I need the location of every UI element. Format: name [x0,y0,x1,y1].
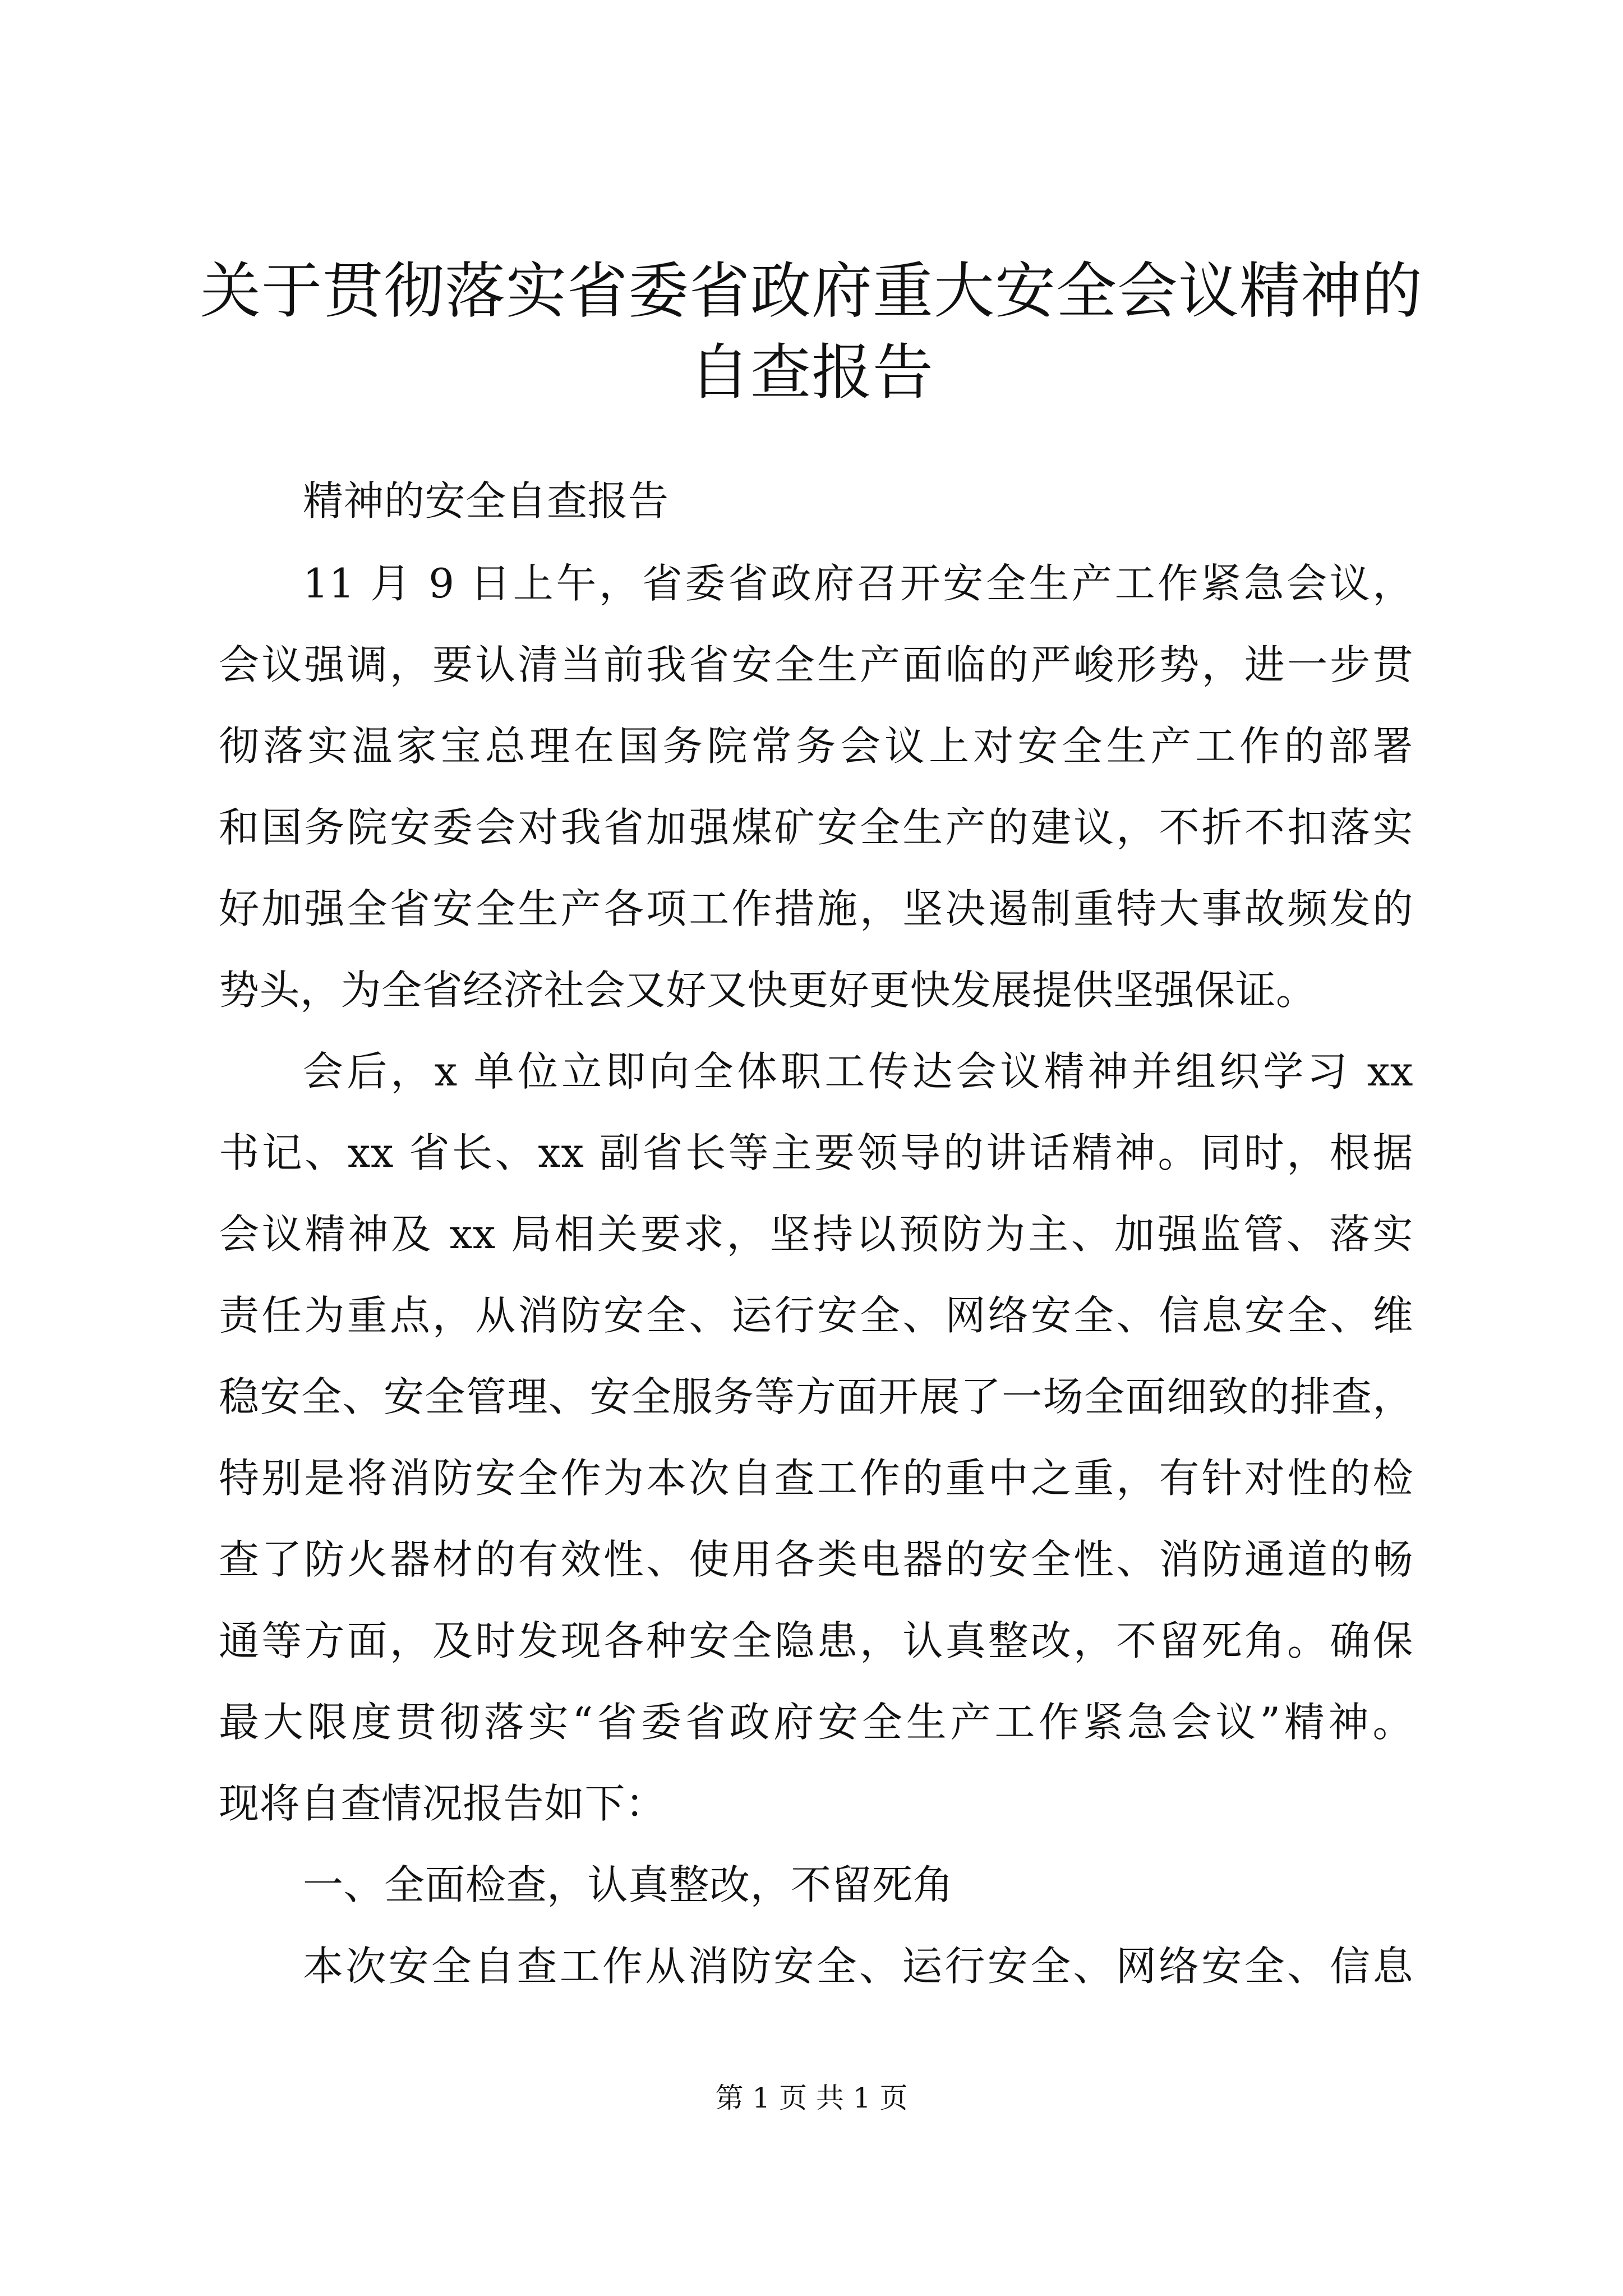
paragraph-3-line-1: 本次安全自查工作从消防安全、运行安全、网络安全、信息 [303,1943,1413,1990]
paragraph-2-line-7: 查了防火器材的有效性、使用各类电器的安全性、消防通道的畅 [219,1536,1413,1583]
paragraph-2-line-2: 书记、xx 省长、xx 副省长等主要领导的讲话精神。同时，根据 [219,1129,1413,1176]
section-heading-1: 一、全面检查，认真整改，不留死角 [303,1861,954,1908]
paragraph-2-line-10: 现将自查情况报告如下： [219,1780,666,1827]
paragraph-2-line-9: 最大限度贯彻落实“省委省政府安全生产工作紧急会议”精神。 [219,1699,1413,1746]
paragraph-2-line-1: 会后，x 单位立即向全体职工传达会议精神并组织学习 xx [303,1048,1413,1095]
paragraph-1-line-1: 11 月 9 日上午，省委省政府召开安全生产工作紧急会议， [303,560,1413,607]
paragraph-1-line-2: 会议强调，要认清当前我省安全生产面临的严峻形势，进一步贯 [219,641,1413,688]
paragraph-2-line-3: 会议精神及 xx 局相关要求，坚持以预防为主、加强监管、落实 [219,1211,1413,1258]
paragraph-1-line-4: 和国务院安委会对我省加强煤矿安全生产的建议，不折不扣落实 [219,804,1413,851]
paragraph-2-line-6: 特别是将消防安全作为本次自查工作的重中之重，有针对性的检 [219,1455,1413,1502]
page-footer: 第 1 页 共 1 页 [715,2082,908,2114]
paragraph-2-line-4: 责任为重点，从消防安全、运行安全、网络安全、信息安全、维 [219,1292,1413,1339]
paragraph-2-line-8: 通等方面，及时发现各种安全隐患，认真整改，不留死角。确保 [219,1617,1413,1664]
paragraph-2-line-5: 稳安全、安全管理、安全服务等方面开展了一场全面细致的排查， [219,1373,1413,1420]
paragraph-1-line-3: 彻落实温家宝总理在国务院常务会议上对安全生产工作的部署 [219,723,1413,770]
subtitle-line: 精神的安全自查报告 [303,477,669,524]
document-title-line-2: 自查报告 [689,338,934,408]
paragraph-1-line-5: 好加强全省安全生产各项工作措施，坚决遏制重特大事故频发的 [219,885,1413,932]
paragraph-1-line-6: 势头，为全省经济社会又好又快更好更快发展提供坚强保证。 [219,967,1317,1014]
document-title-line-1: 关于贯彻落实省委省政府重大安全会议精神的 [200,256,1423,326]
